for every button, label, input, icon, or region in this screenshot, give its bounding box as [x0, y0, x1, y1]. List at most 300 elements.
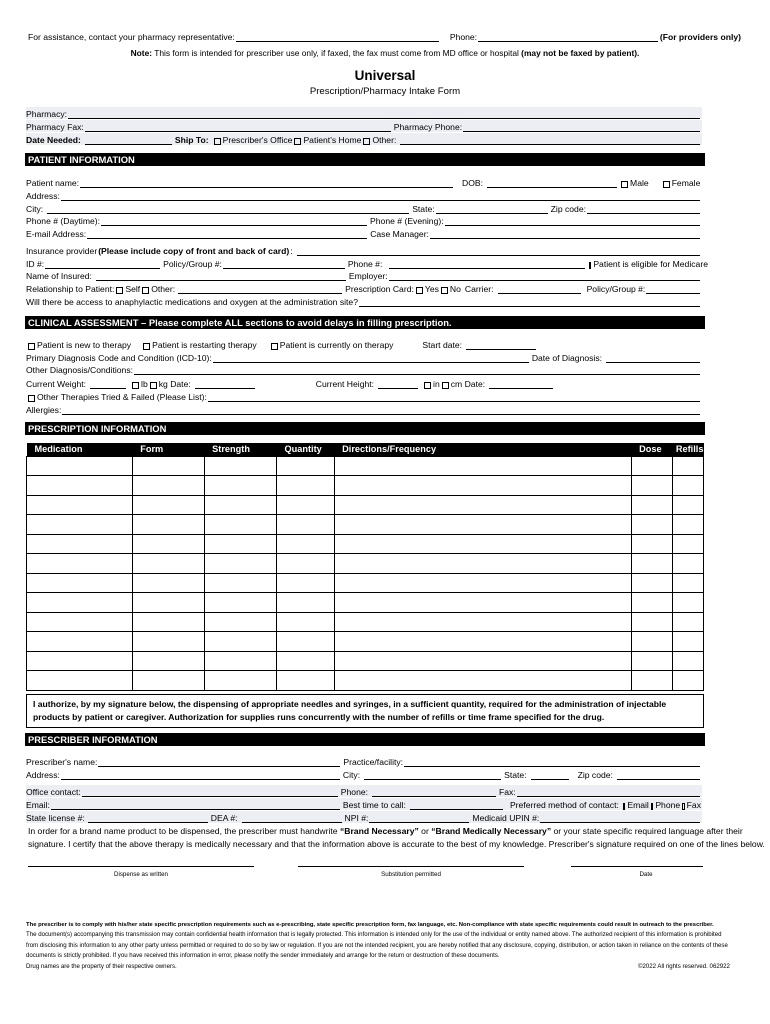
prescriber-zip-label: Zip code: [577, 770, 613, 780]
table-cell[interactable] [334, 612, 631, 632]
self-checkbox[interactable] [116, 287, 123, 294]
table-cell[interactable] [276, 612, 334, 632]
anaphylactic-label: Will there be access to anaphylactic medications and oxygen at the administration site? [26, 297, 358, 307]
office-contact-row [26, 785, 702, 797]
table-cell[interactable] [673, 612, 704, 632]
allergies-field[interactable] [62, 406, 700, 415]
prescriber-address-label: Address: [26, 770, 60, 780]
dea-field[interactable] [242, 814, 342, 823]
table-cell[interactable] [276, 593, 334, 613]
table-cell[interactable] [132, 495, 204, 515]
table-cell[interactable] [27, 476, 133, 496]
date-of-diag-field[interactable] [606, 354, 700, 363]
patient-state-field[interactable] [436, 205, 548, 214]
other-diag-row [26, 363, 702, 375]
weight-label: Current Weight: [26, 379, 87, 389]
therapy-status-row [26, 338, 702, 350]
ship-home-label: Patient's Home [303, 135, 362, 145]
table-cell[interactable] [27, 534, 133, 554]
practice-label: Practice/facility: [343, 757, 404, 767]
dob-label: DOB: [462, 178, 484, 188]
insurance-row [26, 244, 702, 256]
state-license-field[interactable] [88, 814, 208, 823]
case-manager-label: Case Manager: [370, 229, 429, 239]
table-cell[interactable] [334, 593, 631, 613]
table-cell[interactable] [132, 573, 204, 593]
new-therapy-label: Patient is new to therapy [37, 340, 132, 350]
npi-label: NPI #: [344, 813, 369, 823]
table-row [27, 612, 704, 632]
table-cell[interactable] [132, 651, 204, 671]
table-cell[interactable] [673, 671, 704, 691]
dispense-as-written-caption: Dispense as written [114, 871, 168, 878]
col-directions: Directions/Frequency [334, 443, 631, 456]
table-cell[interactable] [276, 671, 334, 691]
weight-height-row [26, 377, 702, 389]
table-cell[interactable] [132, 593, 204, 613]
compliance-notice: The prescriber is to comply with his/her state specific prescription requirements such as e-prescribing, state specific prescription form, fax language, etc. Non-compliance with state specific requirements could result in outreach to the prescriber. [26, 922, 714, 928]
table-cell[interactable] [132, 612, 204, 632]
id-label: ID #: [26, 259, 45, 269]
practice-field[interactable] [404, 758, 700, 767]
table-cell[interactable] [631, 515, 673, 535]
lb-label: lb [141, 379, 148, 389]
anaphylactic-row [26, 295, 702, 307]
prescriber-section-header: PRESCRIBER INFORMATION [25, 733, 705, 746]
carrier-field[interactable] [498, 285, 581, 294]
other-therapies-label: Other Therapies Tried & Failed (Please List): [37, 392, 207, 402]
table-cell[interactable] [631, 593, 673, 613]
insurance-label: Insurance provider [26, 246, 98, 256]
table-cell[interactable] [631, 671, 673, 691]
policy2-field[interactable] [646, 285, 700, 294]
prescriber-email-label: Email: [26, 800, 50, 810]
table-cell[interactable] [204, 651, 276, 671]
brand-quote-2: “Brand Medically Necessary” [431, 826, 552, 836]
table-cell[interactable] [673, 534, 704, 554]
in-label: in [433, 379, 440, 389]
date-needed-field[interactable] [85, 136, 172, 145]
prescriber-zip-field[interactable] [617, 771, 700, 780]
kg-label: kg Date: [158, 379, 191, 389]
col-medication: Medication [27, 443, 133, 456]
table-cell[interactable] [673, 495, 704, 515]
assist-label: For assistance, contact your pharmacy representative: [28, 32, 235, 42]
table-cell[interactable] [27, 612, 133, 632]
table-cell[interactable] [631, 651, 673, 671]
table-cell[interactable] [631, 632, 673, 652]
table-cell[interactable] [132, 515, 204, 535]
prescriber-address-field[interactable] [61, 771, 340, 780]
policy2-label: Policy/Group #: [586, 284, 646, 294]
signature-date-line[interactable] [571, 866, 703, 867]
allergies-row [26, 403, 702, 415]
currently-label: Patient is currently on therapy [279, 340, 394, 350]
table-cell[interactable] [132, 534, 204, 554]
confidentiality-line-2: from disclosing this information to any other party unless permitted or required to do so by law or regulation. If you are not the intended recipient, you are hereby notified that any disclosure, copying, distribution, or action taken in reliance on the contents of these [26, 942, 728, 949]
table-cell[interactable] [132, 476, 204, 496]
insured-name-field[interactable] [96, 272, 346, 281]
new-therapy-checkbox[interactable] [28, 343, 35, 350]
ship-prescriber-label: Prescriber's Office [222, 135, 293, 145]
prescriber-city-label: City: [342, 770, 361, 780]
prescriber-city-field[interactable] [364, 771, 501, 780]
policy-field[interactable] [223, 260, 345, 269]
prescriber-fax-field[interactable] [517, 788, 700, 797]
table-cell[interactable] [204, 515, 276, 535]
date-of-diag-label: Date of Diagnosis: [531, 353, 603, 363]
start-date-label: Start date: [422, 340, 463, 350]
office-contact-label: Office contact: [26, 787, 81, 797]
phone-day-field[interactable] [101, 217, 367, 226]
email-field[interactable] [87, 230, 367, 239]
table-cell[interactable] [631, 476, 673, 496]
pref-fax-label: Fax [686, 800, 701, 810]
female-checkbox[interactable] [663, 181, 670, 188]
prescriber-phone-label: Phone: [340, 787, 369, 797]
table-cell[interactable] [27, 554, 133, 574]
table-row [27, 671, 704, 691]
weight-date-field[interactable] [195, 380, 255, 389]
ship-other-label: Other: [372, 135, 397, 145]
col-strength: Strength [204, 443, 276, 456]
table-cell[interactable] [27, 651, 133, 671]
note-bold: (may not be faxed by patient). [521, 48, 640, 58]
allergies-label: Allergies: [26, 405, 62, 415]
cm-checkbox[interactable] [442, 382, 449, 389]
insured-name-label: Name of Insured: [26, 271, 92, 281]
employer-field[interactable] [389, 272, 700, 281]
table-cell[interactable] [334, 573, 631, 593]
pharmacy-fax-label: Pharmacy Fax: [26, 122, 84, 132]
note-line [0, 48, 770, 58]
medicaid-field[interactable] [540, 814, 700, 823]
table-cell[interactable] [276, 476, 334, 496]
prescriber-name-field[interactable] [98, 758, 340, 767]
patient-state-label: State: [412, 204, 435, 214]
table-cell[interactable] [276, 495, 334, 515]
anaphylactic-field[interactable] [359, 298, 700, 307]
table-cell[interactable] [334, 671, 631, 691]
table-cell[interactable] [673, 554, 704, 574]
rx-card-no-checkbox[interactable] [441, 287, 448, 294]
female-label: Female [671, 178, 701, 188]
patient-zip-field[interactable] [587, 205, 700, 214]
prescriber-email-row [26, 798, 702, 810]
authorization-statement: I authorize, by my signature below, the dispensing of appropriate needles and syringes, in a sufficient quantity, required for the administration of injectable products by patient or caregiver. Authorization for supplies runs concurrently with the number of refills or time frame specified for the drug. [26, 694, 704, 728]
medicare-checkbox[interactable] [589, 262, 591, 269]
rx-card-no-label: No [449, 284, 461, 294]
ins-phone-field[interactable] [389, 260, 585, 269]
signature-line-daw[interactable] [28, 866, 254, 867]
table-cell[interactable] [673, 593, 704, 613]
rx-card-label: Prescription Card: [345, 284, 414, 294]
ship-to-label: Ship To: [174, 135, 209, 145]
kg-checkbox[interactable] [150, 382, 157, 389]
table-cell[interactable] [673, 515, 704, 535]
table-row [27, 651, 704, 671]
start-date-field[interactable] [466, 341, 536, 350]
phone-label: Phone: [449, 32, 478, 42]
table-cell[interactable] [276, 573, 334, 593]
best-time-field[interactable] [410, 801, 503, 810]
patient-address-row [26, 189, 702, 201]
table-cell[interactable] [204, 671, 276, 691]
restarting-label: Patient is restarting therapy [152, 340, 257, 350]
pref-phone-checkbox[interactable] [651, 803, 653, 810]
table-header-row [27, 443, 704, 456]
patient-zip-label: Zip code: [550, 204, 587, 214]
prescriber-name-label: Prescriber's name: [26, 757, 98, 767]
table-cell[interactable] [204, 456, 276, 476]
patient-section-header: PATIENT INFORMATION [25, 153, 705, 166]
table-cell[interactable] [132, 456, 204, 476]
insurance-colon: : [290, 246, 293, 256]
id-field[interactable] [45, 260, 160, 269]
providers-only: (For providers only) [659, 32, 741, 42]
drug-names-note: Drug names are the property of their respective owners. [26, 963, 177, 970]
relationship-row [26, 282, 702, 294]
table-cell[interactable] [673, 476, 704, 496]
table-cell[interactable] [276, 554, 334, 574]
other-therapies-row [26, 390, 702, 402]
height-date-field[interactable] [489, 380, 553, 389]
pharmacy-row [26, 107, 702, 119]
brand-quote-1: “Brand Necessary” [339, 826, 419, 836]
prescriber-address-row [26, 768, 702, 780]
table-cell[interactable] [334, 632, 631, 652]
table-cell[interactable] [673, 632, 704, 652]
prescriber-fax-label: Fax: [499, 787, 516, 797]
prescriber-state-label: State: [504, 770, 527, 780]
case-manager-field[interactable] [430, 230, 700, 239]
ship-home-checkbox[interactable] [294, 138, 301, 145]
insured-row [26, 269, 702, 281]
table-cell[interactable] [334, 554, 631, 574]
patient-phone-row [26, 214, 702, 226]
pref-email-label: Email [627, 800, 649, 810]
diagnosis-field[interactable] [213, 354, 529, 363]
note-label: Note: [130, 48, 153, 58]
page-subtitle: Prescription/Pharmacy Intake Form [309, 86, 461, 97]
note-text: This form is intended for prescriber use only, if faxed, the fax must come from MD office or hospital [154, 48, 519, 58]
page-title: Universal [354, 68, 416, 83]
date-caption: Date [639, 871, 653, 878]
patient-city-field[interactable] [47, 205, 409, 214]
table-cell[interactable] [334, 651, 631, 671]
table-cell[interactable] [276, 534, 334, 554]
currently-checkbox[interactable] [271, 343, 278, 350]
license-row [26, 811, 702, 823]
table-cell[interactable] [27, 515, 133, 535]
col-form: Form [132, 443, 204, 456]
table-cell[interactable] [334, 495, 631, 515]
male-checkbox[interactable] [621, 181, 628, 188]
brand-text-2: or your state specific required language after their [553, 826, 743, 836]
table-cell[interactable] [276, 651, 334, 671]
table-cell[interactable] [27, 632, 133, 652]
table-cell[interactable] [204, 476, 276, 496]
patient-city-label: City: [26, 204, 44, 214]
table-cell[interactable] [631, 554, 673, 574]
in-checkbox[interactable] [424, 382, 431, 389]
table-cell[interactable] [673, 456, 704, 476]
date-needed-label: Date Needed: [26, 135, 81, 145]
insurance-field[interactable] [297, 247, 700, 256]
brand-text-1: In order for a brand name product to be dispensed, the prescriber must handwrite [28, 826, 338, 836]
table-cell[interactable] [27, 456, 133, 476]
prescriber-email-field[interactable] [51, 801, 340, 810]
prescription-table [26, 443, 704, 691]
preferred-contact-label: Preferred method of contact: [509, 800, 619, 810]
table-cell[interactable] [204, 573, 276, 593]
table-cell[interactable] [204, 632, 276, 652]
diagnosis-label: Primary Diagnosis Code and Condition (ICD-10): [26, 353, 212, 363]
male-label: Male [630, 178, 649, 188]
table-cell[interactable] [132, 632, 204, 652]
insurance-id-row [26, 257, 708, 269]
diagnosis-row [26, 351, 702, 363]
rep-phone-field[interactable] [478, 33, 658, 42]
table-row [27, 515, 704, 535]
medicaid-label: Medicaid UPIN #: [472, 813, 540, 823]
table-cell[interactable] [204, 554, 276, 574]
table-cell[interactable] [673, 573, 704, 593]
self-label: Self [125, 284, 141, 294]
table-cell[interactable] [132, 554, 204, 574]
clinical-section-header: CLINICAL ASSESSMENT – Please complete ALL sections to avoid delays in filling prescription. [25, 316, 705, 329]
rx-card-yes-checkbox[interactable] [416, 287, 423, 294]
table-cell[interactable] [204, 612, 276, 632]
confidentiality-line-3: documents is strictly prohibited. If you have received this information in error, please notify the sender immediately and arrange for the return or destruction of these documents. [26, 952, 500, 959]
pharmacy-field[interactable] [68, 110, 700, 119]
substitution-permitted-caption: Substitution permitted [381, 871, 441, 878]
prescription-section-header: PRESCRIPTION INFORMATION [25, 422, 705, 435]
ship-prescriber-checkbox[interactable] [214, 138, 221, 145]
table-cell[interactable] [631, 534, 673, 554]
pref-fax-checkbox[interactable] [682, 803, 684, 810]
table-cell[interactable] [204, 534, 276, 554]
table-cell[interactable] [204, 495, 276, 515]
ship-other-field[interactable] [400, 136, 700, 145]
table-cell[interactable] [673, 651, 704, 671]
ins-phone-label: Phone #: [347, 259, 383, 269]
carrier-label: Carrier: [464, 284, 494, 294]
table-row [27, 573, 704, 593]
table-cell[interactable] [27, 671, 133, 691]
prescriber-name-row [26, 755, 702, 767]
state-license-label: State license #: [26, 813, 85, 823]
other-rel-checkbox[interactable] [142, 287, 149, 294]
table-cell[interactable] [204, 593, 276, 613]
table-row [27, 476, 704, 496]
patient-address-label: Address: [26, 191, 60, 201]
npi-field[interactable] [369, 814, 469, 823]
brand-statement-line-1 [28, 826, 743, 836]
table-cell[interactable] [631, 495, 673, 515]
table-cell[interactable] [27, 593, 133, 613]
col-quantity: Quantity [276, 443, 334, 456]
policy-label: Policy/Group #: [163, 259, 222, 269]
table-cell[interactable] [631, 612, 673, 632]
table-row [27, 456, 704, 476]
email-label: E-mail Address: [26, 229, 87, 239]
table-cell[interactable] [334, 456, 631, 476]
cm-label: cm Date: [450, 379, 486, 389]
pharmacy-fax-field[interactable] [85, 123, 391, 132]
rx-card-yes-label: Yes [424, 284, 439, 294]
prescription-rows [27, 456, 704, 690]
phone-eve-field[interactable] [445, 217, 700, 226]
other-therapies-field[interactable] [208, 393, 700, 402]
ship-other-checkbox[interactable] [363, 138, 370, 145]
table-cell[interactable] [631, 573, 673, 593]
other-rel-label: Other: [151, 284, 176, 294]
best-time-label: Best time to call: [342, 800, 406, 810]
patient-address-field[interactable] [61, 192, 700, 201]
table-cell[interactable] [132, 671, 204, 691]
phone-day-label: Phone # (Daytime): [26, 216, 101, 226]
table-row [27, 495, 704, 515]
prescriber-state-field[interactable] [531, 771, 569, 780]
pharmacy-phone-field[interactable] [463, 123, 700, 132]
table-row [27, 593, 704, 613]
other-diag-label: Other Diagnosis/Conditions: [26, 365, 133, 375]
table-cell[interactable] [276, 456, 334, 476]
rep-field[interactable] [236, 33, 439, 42]
table-cell[interactable] [276, 632, 334, 652]
confidentiality-line-1: The document(s) accompanying this transmission may contain confidential health information that is legally protected. This information is intended only for the use of the individual or entity named above. The authorized recipient of this information is prohibited [26, 931, 722, 938]
brand-or: or [421, 826, 429, 836]
patient-name-field[interactable] [80, 179, 453, 188]
office-contact-field[interactable] [82, 788, 338, 797]
medicare-label: Patient is eligible for Medicare [593, 259, 708, 269]
patient-city-row [26, 202, 702, 214]
restarting-checkbox[interactable] [143, 343, 150, 350]
table-cell[interactable] [27, 573, 133, 593]
prescriber-phone-field[interactable] [372, 788, 496, 797]
other-rel-field[interactable] [178, 285, 342, 294]
date-needed-row [26, 133, 702, 145]
dob-field[interactable] [487, 179, 617, 188]
table-cell[interactable] [334, 515, 631, 535]
height-field[interactable] [378, 380, 418, 389]
table-cell[interactable] [27, 495, 133, 515]
table-cell[interactable] [631, 456, 673, 476]
pharmacy-phone-label: Pharmacy Phone: [393, 122, 463, 132]
patient-name-row [26, 176, 702, 188]
table-cell[interactable] [334, 534, 631, 554]
other-therapies-checkbox[interactable] [28, 395, 35, 402]
dea-label: DEA #: [210, 813, 238, 823]
assist-row [28, 30, 742, 42]
pref-email-checkbox[interactable] [623, 803, 625, 810]
insurance-bold: (Please include copy of front and back of card) [98, 246, 290, 256]
lb-checkbox[interactable] [132, 382, 139, 389]
pharmacy-label: Pharmacy: [26, 109, 68, 119]
signature-line-substitution[interactable] [298, 866, 524, 867]
pharmacy-fax-row [26, 120, 702, 132]
table-cell[interactable] [276, 515, 334, 535]
patient-email-row [26, 227, 702, 239]
phone-eve-label: Phone # (Evening): [370, 216, 444, 226]
table-cell[interactable] [334, 476, 631, 496]
patient-name-label: Patient name: [26, 178, 80, 188]
pref-phone-label: Phone [655, 800, 681, 810]
other-diag-field[interactable] [134, 366, 700, 375]
weight-field[interactable] [90, 380, 126, 389]
employer-label: Employer: [348, 271, 388, 281]
